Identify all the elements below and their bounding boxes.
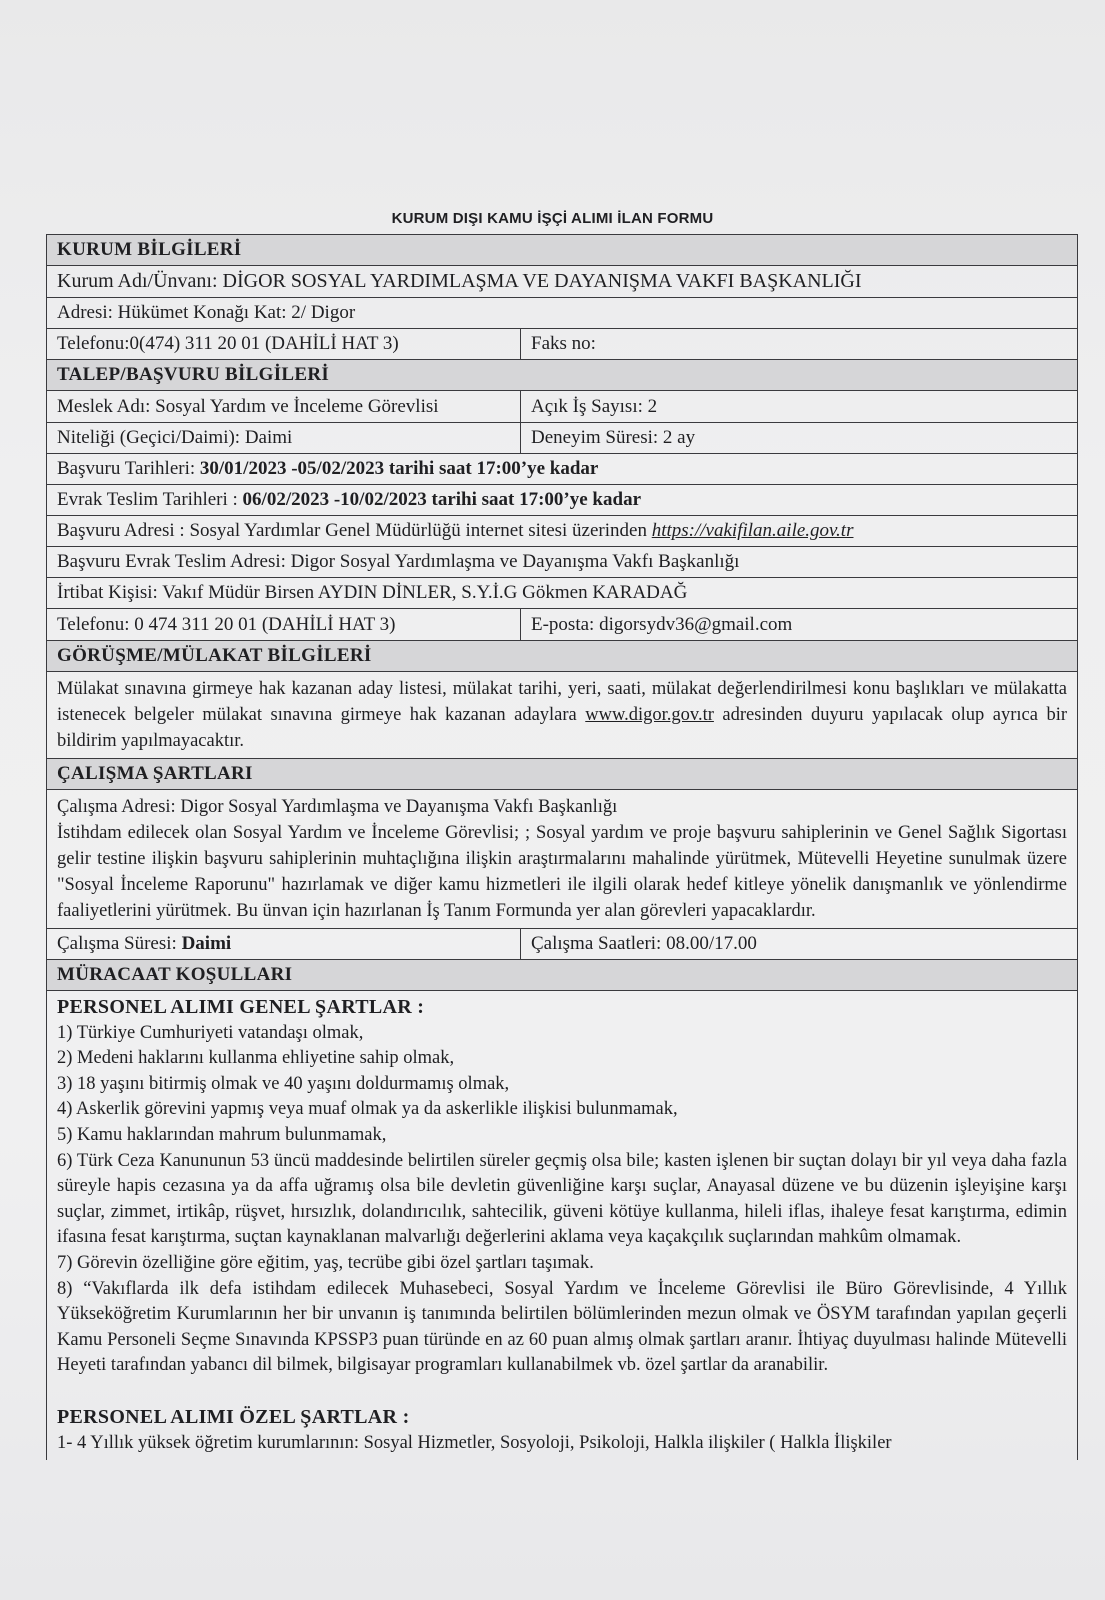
announcement-form xyxy=(46,234,1078,1460)
evrak-label: Evrak Teslim Tarihleri : xyxy=(57,489,238,510)
gorev-aciklama: İstihdam edilecek olan Sosyal Yardım ve İnceleme Görevlisi; ; Sosyal yardım ve proje başvuru sahiplerinin ve Genel Sağlık Sigortası gelir testine ilişkin başvuru sahiplerinin muhtaçlığına ilişkin araştırmalarını mahalinde yürütmek, Mütevelli Heyetine sunulmak üzere "Sosyal İnceleme Raporunu" hazırlamak ve diğer kamu hizmetleri ile ilgili olarak hedef kitleye yönelik danışmanlık ve yönlendirme faaliyetlerini yürütmek. Bu ünvan için hazırlanan İş Tanım Formunda yer alan görevleri yapacaklardır. xyxy=(57,823,1067,921)
muracaat-row xyxy=(47,991,1077,1460)
section-gorusme-header xyxy=(47,641,1077,672)
section-calisma-header xyxy=(47,759,1077,790)
meslek-row xyxy=(47,391,1077,423)
sart-item: 8) “Vakıflarda ilk defa istihdam edilecek Muhasebeci, Sosyal Yardım ve İnceleme Görevlisi ile Büro Görevlisinde, 4 Yıllık Yükseköğretim Kurumlarının her bir unvanın iş tanımında belirtilen bölümlerinden mezun olmak ve ÖSYM tarafından yapılan geçerli Kamu Personeli Seçme Sınavında KPSSP3 puan türünde en az 60 puan almış olmak şartları aranır. İhtiyaç duyulması halinde Mütevelli Heyeti tarafından yabancı dil bilmek, bilgisayar programları kullanabilmek vb. özel şartlar da aranabilir. xyxy=(57,1278,1067,1376)
basvuru-tarihleri xyxy=(47,454,1077,484)
gorusme-text-2: adresinden duyuru yapılacak olup ayrıca bir bildirim yapılmayacaktır. xyxy=(57,705,1067,751)
sure-label: Çalışma Süresi: xyxy=(57,933,177,954)
gorusme-text-1: Mülakat sınavına girmeye hak kazanan aday listesi, mülakat tarihi, yeri, saati, mülakat değerlendirilmesi konu başlıkları ve mülakatta istenecek belgeler mülakat sınavına girmeye hak kazanan adaylara xyxy=(57,679,1067,725)
basvuru-tarih-row xyxy=(47,454,1077,485)
sart-item: 3) 18 yaşını bitirmiş olmak ve 40 yaşını doldurmamış olmak, xyxy=(57,1073,510,1094)
deneyim-suresi: Deneyim Süresi: 2 ay xyxy=(531,427,696,448)
iletisim-row xyxy=(47,609,1077,641)
spacer xyxy=(57,1379,1067,1405)
ozel-sart-item: 1- 4 Yıllık yüksek öğretim kurumlarının: Sosyal Hizmetler, Sosyoloji, Psikoloji, Halkla ilişkiler ( Halkla İlişkiler xyxy=(57,1432,892,1453)
kurum-name-row xyxy=(47,266,1077,298)
meslek-adi: Meslek Adı: Sosyal Yardım ve İnceleme Görevlisi xyxy=(47,391,521,422)
evrak-adres-row xyxy=(47,547,1077,578)
sart-item: 5) Kamu haklarından mahrum bulunmamak, xyxy=(57,1124,387,1145)
section-title: ÇALIŞMA ŞARTLARI xyxy=(57,763,253,784)
telefon: Telefonu: 0 474 311 20 01 (DAHİLİ HAT 3) xyxy=(47,609,521,640)
section-talep-header xyxy=(47,360,1077,391)
nitelik-row xyxy=(47,423,1077,454)
acik-is-sayisi: Açık İş Sayısı: 2 xyxy=(531,395,658,417)
basvuru-value: 30/01/2023 -05/02/2023 tarihi saat 17:00’ye kadar xyxy=(199,458,599,479)
vakifilan-link[interactable]: https://vakifilan.aile.gov.tr xyxy=(651,520,854,541)
calisma-saatleri: Çalışma Saatleri: 08.00/17.00 xyxy=(531,933,757,954)
eposta: E-posta: digorsydv36@gmail.com xyxy=(531,613,793,635)
calisma-suresi xyxy=(47,929,521,959)
evrak-tarih-row xyxy=(47,485,1077,516)
gorusme-row xyxy=(47,672,1077,759)
ozel-sartlar-title: PERSONEL ALIMI ÖZEL ŞARTLAR : xyxy=(57,1405,410,1428)
sart-item: 7) Görevin özelliğine göre eğitim, yaş, tecrübe gibi özel şartları taşımak. xyxy=(57,1252,594,1273)
calisma-row xyxy=(47,790,1077,929)
section-muracaat-header xyxy=(47,960,1077,991)
muracaat-text xyxy=(47,991,1077,1460)
adres-label: Başvuru Adresi : Sosyal Yardımlar Genel Müdürlüğü internet sitesi üzerinden xyxy=(57,520,647,541)
section-title: MÜRACAAT KOŞULLARI xyxy=(57,964,293,985)
calisma-adresi: Çalışma Adresi: Digor Sosyal Yardımlaşma ve Dayanışma Vakfı Başkanlığı xyxy=(57,797,618,817)
form-title: KURUM DIŞI KAMU İŞÇİ ALIMI İLAN FORMU xyxy=(391,210,714,227)
irtibat-kisisi: İrtibat Kişisi: Vakıf Müdür Birsen AYDIN DİNLER, S.Y.İ.G Gökmen KARADAĞ xyxy=(57,582,688,603)
sart-item: 6) Türk Ceza Kanununun 53 üncü maddesinde belirtilen süreler geçmiş olsa bile; kasten işlenen bir suçtan dolayı bir yıl veya daha fazla süreyle hapis cezasına ya da affa uğramış olsa bile devletin güvenliğine karşı suçlar, Anayasal düzene ve bu düzenin işleyişine karşı suçlar, zimmet, irtikâp, rüşvet, hırsızlık, dolandırıcılık, sahtecilik, güveni kötüye kullanma, hileli iflas, ihaleye fesat karıştırma, edimin ifasına fesat karıştırma, suçtan kaynaklanan malvarlığı değerlerini aklama veya kaçakçılık suçlarından mahkûm olmamak. xyxy=(57,1150,1067,1248)
kurum-name: Kurum Adı/Ünvanı: DİGOR SOSYAL YARDIMLAŞMA VE DAYANIŞMA VAKFI BAŞKANLIĞI xyxy=(57,270,862,292)
digor-link[interactable]: www.digor.gov.tr xyxy=(585,705,714,725)
calisma-text xyxy=(47,790,1077,928)
genel-sartlar-title: PERSONEL ALIMI GENEL ŞARTLAR : xyxy=(57,996,425,1018)
basvuru-adresi xyxy=(47,516,1077,546)
nitelik: Niteliği (Geçici/Daimi): Daimi xyxy=(47,423,521,453)
calisma-sure-row xyxy=(47,929,1077,960)
section-title: GÖRÜŞME/MÜLAKAT BİLGİLERİ xyxy=(57,645,372,666)
kurum-address: Adresi: Hükümet Konağı Kat: 2/ Digor xyxy=(57,302,356,323)
section-kurum-header xyxy=(47,235,1077,266)
kurum-phone-row xyxy=(47,329,1077,360)
sart-item: 4) Askerlik görevini yapmış veya muaf olmak ya da askerlikle ilişkisi bulunmamak, xyxy=(57,1099,678,1120)
sart-item: 1) Türkiye Cumhuriyeti vatandaşı olmak, xyxy=(57,1022,364,1043)
sure-value: Daimi xyxy=(181,933,232,954)
irtibat-row xyxy=(47,578,1077,609)
basvuru-label: Başvuru Tarihleri: xyxy=(57,458,196,479)
gorusme-text xyxy=(47,672,1077,758)
kurum-fax: Faks no: xyxy=(531,333,596,354)
evrak-teslim-tarihleri xyxy=(47,485,1077,515)
basvuru-adres-row xyxy=(47,516,1077,547)
sart-item: 2) Medeni haklarını kullanma ehliyetine sahip olmak, xyxy=(57,1048,455,1069)
section-title: TALEP/BAŞVURU BİLGİLERİ xyxy=(57,364,330,385)
kurum-phone: Telefonu:0(474) 311 20 01 (DAHİLİ HAT 3) xyxy=(47,329,521,359)
section-title: KURUM BİLGİLERİ xyxy=(57,239,242,260)
kurum-address-row xyxy=(47,298,1077,329)
evrak-teslim-adresi: Başvuru Evrak Teslim Adresi: Digor Sosyal Yardımlaşma ve Dayanışma Vakfı Başkanlığı xyxy=(57,551,740,572)
evrak-value: 06/02/2023 -10/02/2023 tarihi saat 17:00’ye kadar xyxy=(242,489,641,510)
